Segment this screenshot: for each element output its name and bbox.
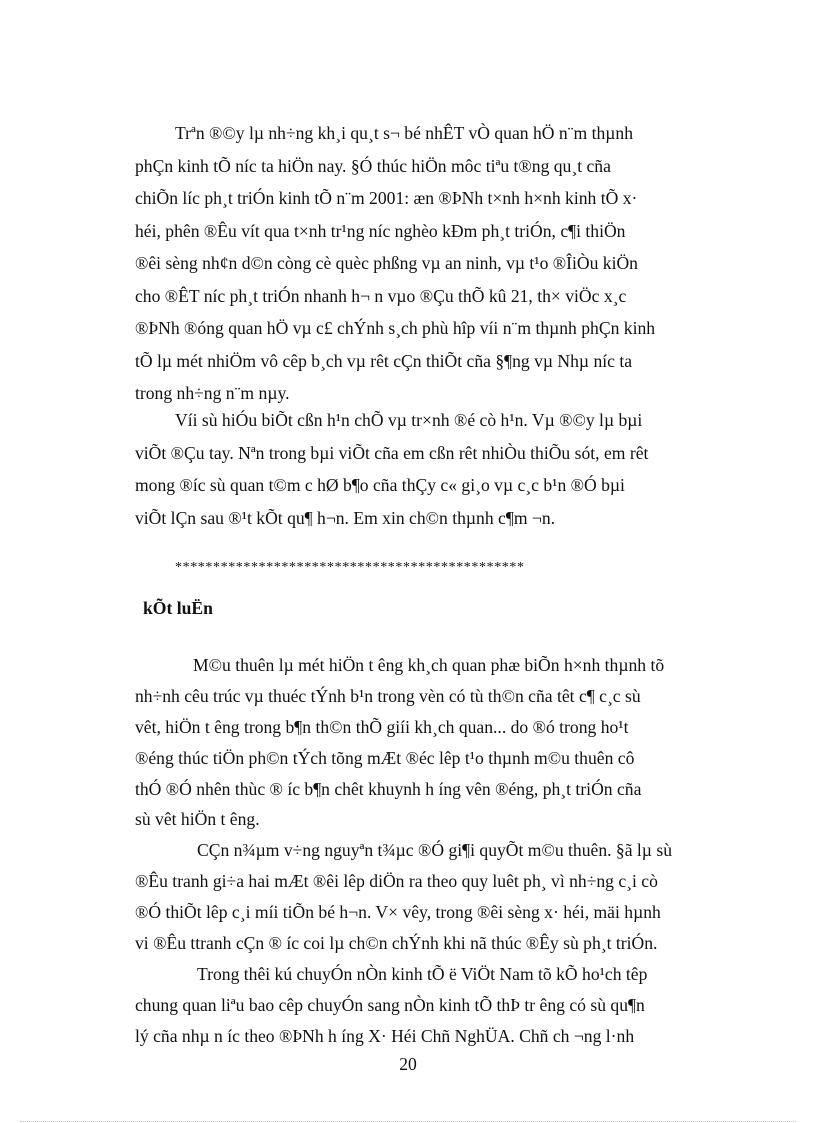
text-line: vêt, hiÖn t êng trong b¶n th©n thÕ giíi kh¸ch quan... do ®ó trong ho¹t	[135, 716, 629, 737]
text-line: ®Ó thiÕt lêp c¸i míi tiÕn bé h¬n. V× vêy, trong ®êi sèng x· héi, mäi hµnh	[135, 902, 661, 923]
text-line: sù vêt hiÖn t êng.	[135, 809, 260, 830]
section-heading: kÕt luËn	[143, 598, 213, 618]
separator-line: **********************************************	[175, 560, 525, 575]
paragraph-conclusion	[135, 650, 718, 1052]
text-line: viÕt lÇn sau ®¹t kÕt qu¶ h¬n. Em xin ch©n thµnh c¶m ¬n.	[135, 507, 556, 528]
page-number: 20	[399, 1054, 417, 1074]
text-line: Trªn ®©y lµ nh÷ng kh¸i qu¸t s¬ bé nhÊT vÒ quan hÖ n¨m thµnh	[175, 123, 634, 143]
paragraph-closing	[135, 404, 718, 534]
text-line: tÕ lµ mét nhiÖm vô cêp b¸ch vµ rêt cÇn thiÕt cña §¶ng vµ Nhµ níc ta	[135, 350, 633, 371]
text-line: M©u thuên lµ mét hiÖn t êng kh¸ch quan phæ biÕn h×nh thµnh tõ	[193, 655, 665, 675]
text-line: chiÕn líc ph¸t triÓn kinh tÕ n¨m 2001: æn ®ÞNh t×nh h×nh kinh tÕ x·	[135, 188, 638, 208]
text-line: viÕt ®Çu tay. Nªn trong bµi viÕt cña em cßn rêt nhiÒu thiÕu sót, em rêt	[135, 442, 649, 463]
text-line: héi, phên ®Êu vít qua t×nh tr¹ng níc nghèo kÐm ph¸t triÓn, c¶i thiÖn	[135, 220, 626, 241]
text-line: chung quan liªu bao cêp chuyÓn sang nÒn kinh tÕ thÞ tr êng có sù qu¶n	[135, 994, 645, 1015]
text-line: phÇn kinh tÕ níc ta hiÖn nay. §Ó thúc hiÖn môc tiªu t®ng qu¸t cña	[135, 155, 611, 176]
text-line: cho ®ÊT níc ph¸t triÓn nhanh h¬ n vµo ®Çu thÕ kû 21, th× viÖc x¸c	[135, 285, 627, 306]
text-line: mong ®íc sù quan t©m c hØ b¶o cña thÇy c« gi¸o vµ c¸c b¹n ®Ó bµi	[135, 475, 625, 495]
text-line: lý cña nhµ n íc theo ®ÞNh h íng X· Héi Chñ NghÜA. Chñ ch ¬ng l·nh	[135, 1025, 635, 1046]
text-line: Víi sù hiÓu biÕt cßn h¹n chÕ vµ tr×nh ®é cò h¹n. Vµ ®©y lµ bµi	[175, 410, 643, 430]
text-line: CÇn n¾µm v÷ng nguyªn t¾µc ®Ó gi¶i quyÕt m©u thuên. §ã lµ sù	[197, 840, 672, 861]
text-line: trong nh÷ng n¨m nµy.	[135, 383, 290, 403]
text-line: ®éng thúc tiÖn ph©n tÝch tõng mÆt ®éc lêp t¹o thµnh m©u thuên cô	[135, 747, 635, 768]
text-line: Trong thêi kú chuyÓn nÒn kinh tÕ ë ViÖt Nam tõ kÕ ho¹ch têp	[197, 963, 648, 984]
text-line: ®ÞNh ®óng quan hÖ vµ c£ chÝnh s¸ch phù hîp víi n¨m thµnh phÇn kinh	[135, 318, 656, 338]
text-line: vi ®Êu ttranh cÇn ® íc coi lµ ch©n chÝnh khi nã thúc ®Êy sù ph¸t triÓn.	[135, 933, 658, 954]
text-line: ®êi sèng nh¢n d©n còng cè quèc phßng vµ an ninh, vµ t¹o ®ÎiÒu kiÖn	[135, 253, 638, 273]
text-line: nh÷nh cêu trúc vµ thuéc tÝnh b¹n trong vèn có tù th©n cña têt c¶ c¸c sù	[135, 685, 641, 706]
paragraph-summary	[135, 117, 718, 410]
page-bottom-border	[20, 1121, 796, 1122]
text-line: thÓ ®Ó nhên thùc ® íc b¶n chêt khuynh h íng vên ®éng, ph¸t triÓn cña	[135, 778, 642, 799]
text-line: ®Êu tranh gi÷a hai mÆt ®êi lêp diÖn ra theo quy luêt ph¸ vì nh÷ng c¸i cò	[135, 871, 658, 892]
